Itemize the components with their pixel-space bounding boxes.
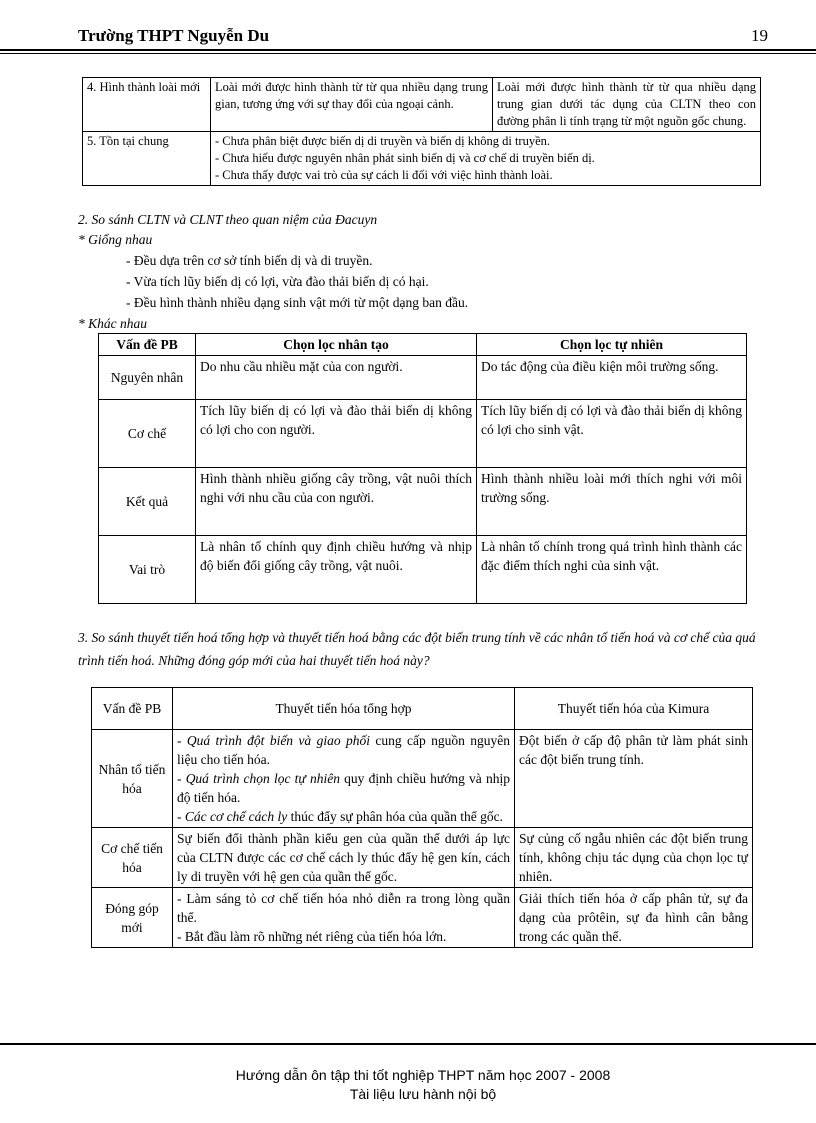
factor-emphasis: Quá trình đột biến và giao phối (186, 733, 370, 748)
footer-rule (0, 1043, 816, 1045)
synthetic-theory-cell (173, 888, 515, 948)
issue-cell: Cơ chế (99, 400, 196, 468)
issue-cell: Nguyên nhân (99, 356, 196, 400)
table-row (92, 730, 753, 828)
page-number: 19 (751, 26, 768, 45)
page-footer (0, 1066, 816, 1104)
table-header-row (99, 334, 747, 356)
issue-cell: Đóng góp mới (92, 888, 173, 948)
table-row (83, 78, 761, 132)
natural-selection-cell: Tích lũy biến dị có lợi và đào thải biến dị không có lợi cho sinh vật. (477, 400, 747, 468)
limitation-item: - Chưa hiểu được nguyên nhân phát sinh biến dị và cơ chế di truyền biến dị. (215, 151, 595, 165)
synthetic-theory-cell (173, 730, 515, 828)
section-2-title: 2. So sánh CLTN và CLNT theo quan niệm của Đacuyn (78, 212, 378, 227)
contribution-item: - Làm sáng tỏ cơ chế tiến hóa nhỏ diễn ra trong lòng quần thể. (177, 891, 510, 925)
issue-cell: Cơ chế tiến hóa (92, 828, 173, 888)
column-header: Thuyết tiến hóa tổng hợp (173, 688, 515, 730)
comparison-table-selection (98, 333, 747, 604)
similarity-item: - Vừa tích lũy biến dị có lợi, vừa đào thải biến dị có hại. (126, 274, 429, 289)
artificial-selection-cell: Do nhu cầu nhiều mặt của con người. (196, 356, 477, 400)
factor-emphasis: Các cơ chế cách ly (184, 809, 288, 824)
table-row (92, 828, 753, 888)
common-limitations-cell (211, 132, 761, 186)
factor-item: - Quá trình đột biến và giao phối cung cấp nguồn nguyên liệu cho tiến hóa. (177, 733, 510, 767)
lamarck-cell: Loài mới được hình thành từ từ qua nhiều dạng trung gian, tương ứng với sự thay đổi của ngoại cảnh. (211, 78, 493, 132)
column-header: Vấn đề PB (92, 688, 173, 730)
issue-cell: Vai trò (99, 536, 196, 604)
comparison-table-evolution-theories (91, 687, 753, 948)
limitation-item: - Chưa thấy được vai trò của sự cách li đối với việc hình thành loài. (215, 168, 553, 182)
natural-selection-cell: Do tác động của điều kiện môi trường sống. (477, 356, 747, 400)
artificial-selection-cell: Là nhân tố chính quy định chiều hướng và nhịp độ biến đổi giống cây trồng, vật nuôi. (196, 536, 477, 604)
table-row (99, 356, 747, 400)
school-name: Trường THPT Nguyễn Du (78, 26, 270, 45)
table-row (92, 888, 753, 948)
artificial-selection-cell: Tích lũy biến dị có lợi và đào thải biến dị không có lợi cho con người. (196, 400, 477, 468)
natural-selection-cell: Là nhân tố chính trong quá trình hình thành các đặc điểm thích nghi của sinh vật. (477, 536, 747, 604)
column-header: Thuyết tiến hóa của Kimura (515, 688, 753, 730)
table-row (99, 468, 747, 536)
footer-line-2: Tài liệu lưu hành nội bộ (349, 1086, 497, 1102)
table-row (83, 132, 761, 186)
column-header: Vấn đề PB (99, 334, 196, 356)
factor-item: - Các cơ chế cách ly thúc đẩy sự phân hóa của quần thể gốc. (177, 809, 504, 824)
header-rule-thin (0, 53, 816, 54)
artificial-selection-cell: Hình thành nhiều giống cây trồng, vật nuôi thích nghi với nhu cầu của con người. (196, 468, 477, 536)
similarity-item: - Đều dựa trên cơ sở tính biến dị và di truyền. (126, 253, 373, 268)
issue-cell: Kết quả (99, 468, 196, 536)
kimura-theory-cell: Đột biến ở cấp độ phân tử làm phát sinh các đột biến trung tính. (515, 730, 753, 828)
kimura-theory-cell: Sự củng cố ngẫu nhiên các đột biến trung tính, không chịu tác dụng của chọn lọc tự nhiên. (515, 828, 753, 888)
column-header: Chọn lọc tự nhiên (477, 334, 747, 356)
synthetic-theory-cell: Sự biến đổi thành phần kiểu gen của quần thể dưới áp lực của CLTN được các cơ chế cách ly thúc đẩy hệ gen kín, cách ly di truyền với hệ gen của quần thể gốc. (173, 828, 515, 888)
table-header-row (92, 688, 753, 730)
contribution-item: - Bắt đầu làm rõ những nét riêng của tiến hóa lớn. (177, 929, 447, 944)
header-rule (0, 49, 816, 51)
darwin-cell: Loài mới được hình thành từ từ qua nhiều dạng trung gian dưới tác dụng của CLTN theo con đường phân li tính trạng từ một nguồn gốc chung. (493, 78, 761, 132)
factor-emphasis: Quá trình chọn lọc tự nhiên (185, 771, 340, 786)
similarity-item: - Đều hình thành nhiều dạng sinh vật mới từ một dạng ban đầu. (126, 295, 469, 310)
similarities-title: * Giống nhau (78, 232, 153, 247)
kimura-theory-cell: Giải thích tiến hóa ở cấp phân tử, sự đa dạng của prôtêin, sự đa hình cân bằng trong các quần thể. (515, 888, 753, 948)
comparison-table-lamarck-darwin (82, 77, 761, 186)
section-3-title: 3. So sánh thuyết tiến hoá tổng hợp và thuyết tiến hoá bằng các đột biến trung tính về các nhân tố tiến hoá và cơ chế của quá trình tiến hoá. Những đóng góp mới của hai thuyết tiến hoá này? (78, 630, 756, 668)
issue-cell: Nhân tố tiến hóa (92, 730, 173, 828)
factor-item: - Quá trình chọn lọc tự nhiên quy định chiều hướng và nhịp độ tiến hóa. (177, 771, 510, 805)
footer-line-1: Hướng dẫn ôn tập thi tốt nghiệp THPT năm học 2007 - 2008 (235, 1067, 611, 1083)
page-header (78, 26, 768, 48)
row-label: 5. Tồn tại chung (83, 132, 211, 186)
table-row (99, 536, 747, 604)
row-label: 4. Hình thành loài mới (83, 78, 211, 132)
column-header: Chọn lọc nhân tạo (196, 334, 477, 356)
table-row (99, 400, 747, 468)
differences-title: * Khác nhau (78, 316, 147, 331)
limitation-item: - Chưa phân biệt được biến dị di truyền và biến dị không di truyền. (215, 134, 551, 148)
natural-selection-cell: Hình thành nhiều loài mới thích nghi với môi trường sống. (477, 468, 747, 536)
